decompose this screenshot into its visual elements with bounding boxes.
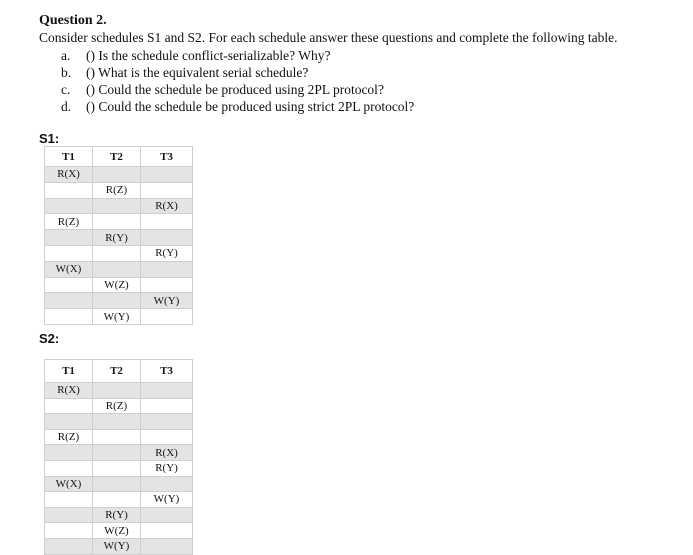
table-cell: [141, 398, 193, 414]
header-t1: T1: [45, 147, 93, 167]
table-cell: W(X): [45, 476, 93, 492]
question-item-c: [61, 81, 414, 98]
item-letter: d.: [61, 99, 72, 114]
table-cell: R(Z): [45, 429, 93, 445]
header-t1: T1: [45, 360, 93, 383]
table-row: [45, 167, 193, 183]
table-cell: R(X): [45, 383, 93, 399]
table-cell: R(Y): [141, 245, 193, 261]
table-cell: [93, 245, 141, 261]
item-text: () Is the schedule conflict-serializable? Why?: [86, 48, 331, 63]
table-cell: [141, 214, 193, 230]
table-row: [45, 182, 193, 198]
table-cell: [45, 230, 93, 246]
table-cell: W(Y): [93, 309, 141, 325]
header-t2: T2: [93, 147, 141, 167]
table-cell: R(X): [141, 198, 193, 214]
item-letter: a.: [61, 48, 71, 63]
table-cell: W(Y): [141, 492, 193, 508]
table-row: [45, 476, 193, 492]
table-row: [45, 383, 193, 399]
table-row: [45, 398, 193, 414]
table-cell: [93, 414, 141, 430]
table-cell: [141, 429, 193, 445]
table-cell: [45, 309, 93, 325]
table-cell: W(Y): [93, 538, 141, 554]
table-cell: R(Y): [93, 230, 141, 246]
table-cell: [93, 429, 141, 445]
table-cell: [93, 383, 141, 399]
table-cell: [93, 198, 141, 214]
table-cell: R(Z): [93, 398, 141, 414]
table-cell: [141, 476, 193, 492]
table-cell: [45, 398, 93, 414]
schedule-s2-table: [44, 359, 193, 555]
table-cell: W(Z): [93, 277, 141, 293]
table-header-row: [45, 147, 193, 167]
table-row: [45, 277, 193, 293]
table-cell: [141, 383, 193, 399]
item-text: () What is the equivalent serial schedule?: [86, 65, 309, 80]
table-cell: [45, 182, 93, 198]
table-cell: [141, 230, 193, 246]
question-item-d: [61, 98, 414, 115]
header-t2: T2: [93, 360, 141, 383]
table-cell: R(Y): [93, 507, 141, 523]
table-row: [45, 523, 193, 539]
table-cell: [141, 414, 193, 430]
table-cell: W(Z): [93, 523, 141, 539]
table-row: [45, 429, 193, 445]
table-cell: [93, 460, 141, 476]
question-item-a: [61, 47, 414, 64]
table-cell: [141, 507, 193, 523]
question-list: [61, 47, 414, 115]
table-row: [45, 261, 193, 277]
table-cell: [93, 492, 141, 508]
table-cell: [93, 476, 141, 492]
table-cell: [45, 245, 93, 261]
table-row: [45, 460, 193, 476]
table-row: [45, 309, 193, 325]
schedule-s2-label: S2:: [39, 331, 60, 346]
table-cell: [93, 167, 141, 183]
table-cell: R(X): [45, 167, 93, 183]
table-cell: [45, 523, 93, 539]
table-cell: R(X): [141, 445, 193, 461]
table-cell: [141, 261, 193, 277]
table-cell: [141, 309, 193, 325]
table-row: [45, 230, 193, 246]
table-cell: [45, 293, 93, 309]
table-cell: [93, 445, 141, 461]
table-row: [45, 198, 193, 214]
header-t3: T3: [141, 360, 193, 383]
table-cell: [141, 182, 193, 198]
table-cell: [141, 167, 193, 183]
item-letter: b.: [61, 65, 72, 80]
table-cell: R(Y): [141, 460, 193, 476]
table-cell: W(Y): [141, 293, 193, 309]
item-text: () Could the schedule be produced using 2PL protocol?: [86, 82, 384, 97]
table-cell: [45, 492, 93, 508]
table-cell: [93, 261, 141, 277]
table-row: [45, 492, 193, 508]
table-cell: [45, 507, 93, 523]
table-row: [45, 245, 193, 261]
table-cell: [45, 460, 93, 476]
table-row: [45, 214, 193, 230]
table-cell: [93, 214, 141, 230]
header-t3: T3: [141, 147, 193, 167]
table-cell: R(Z): [93, 182, 141, 198]
table-cell: [141, 523, 193, 539]
table-row: [45, 293, 193, 309]
table-cell: [45, 277, 93, 293]
table-cell: [45, 198, 93, 214]
item-letter: c.: [61, 82, 71, 97]
table-cell: W(X): [45, 261, 93, 277]
table-row: [45, 414, 193, 430]
table-row: [45, 507, 193, 523]
table-cell: [93, 293, 141, 309]
table-cell: R(Z): [45, 214, 93, 230]
table-row: [45, 445, 193, 461]
schedule-s1-label: S1:: [39, 131, 60, 146]
table-header-row: [45, 360, 193, 383]
table-cell: [45, 445, 93, 461]
question-item-b: [61, 64, 414, 81]
item-text: () Could the schedule be produced using strict 2PL protocol?: [86, 99, 415, 114]
table-cell: [45, 414, 93, 430]
question-intro: Consider schedules S1 and S2. For each schedule answer these questions and complete the following table.: [39, 30, 618, 45]
schedule-s1-table: [44, 146, 193, 325]
table-cell: [141, 277, 193, 293]
question-title: Question 2.: [39, 13, 107, 28]
